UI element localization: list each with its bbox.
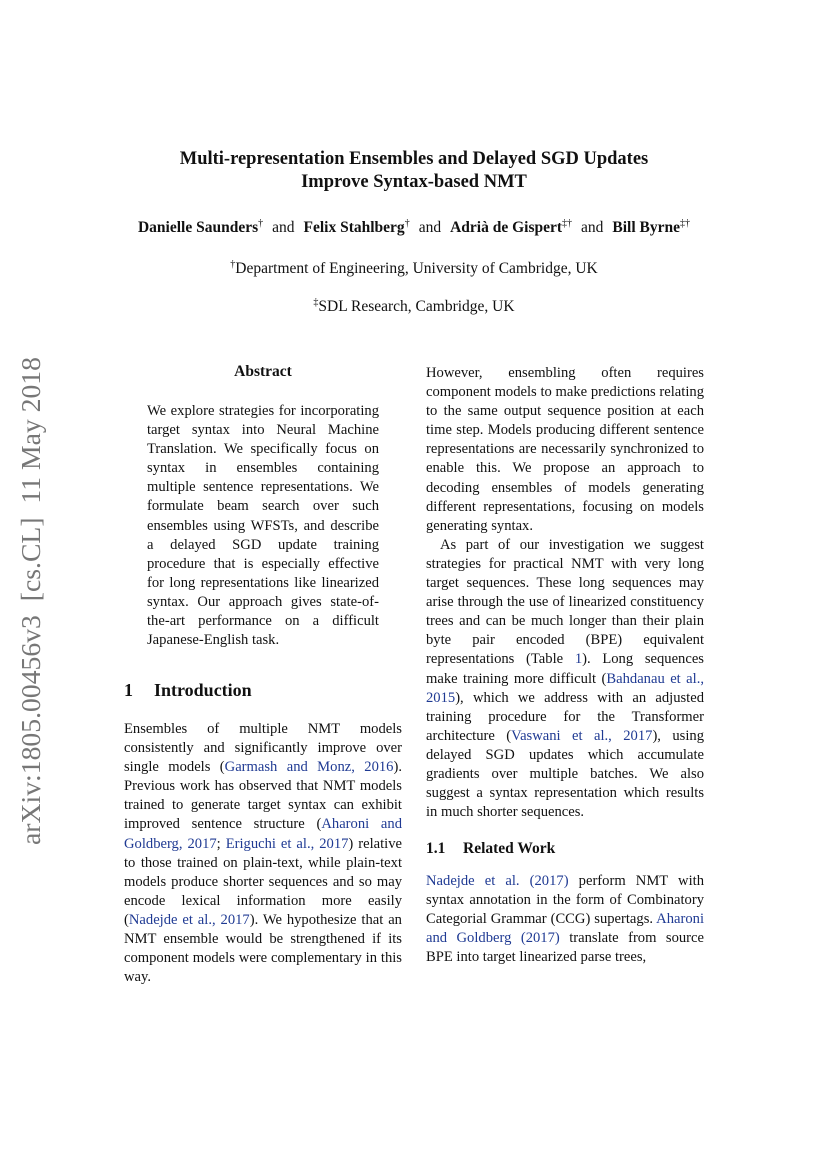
author-mark: † — [258, 218, 264, 229]
citation-link[interactable]: Nadejde et al., 2017 — [128, 911, 250, 928]
text-run: ), using delayed SGD updates which accumulate gradients over multiple batches. We also suggest a syntax representation which results in much shorter sequences. — [426, 727, 704, 821]
affiliation — [0, 259, 828, 278]
text-run: ). We hypothesize that an NMT ensemble would be strengthened if its component models were complementary in this way. — [124, 911, 402, 986]
intro-body — [124, 720, 402, 987]
right-column-body — [426, 364, 704, 822]
text-run: As part of our investigation we suggest strategies for practical NMT with very long target sequences. These long sequences may arise through the use of linearized constituency trees and can be much longer than their plain byte pair encoded (BPE) equivalent representations (Table — [426, 536, 704, 668]
author-list — [0, 218, 828, 237]
author-mark: ‡† — [562, 218, 573, 229]
abstract-body — [147, 402, 379, 650]
body-paragraph — [426, 872, 704, 967]
citation-link[interactable]: Aharoni and Goldberg, 2017 — [124, 816, 403, 852]
author-separator: and — [418, 219, 442, 237]
author-separator: and — [272, 219, 295, 237]
section-number: 1 — [124, 680, 133, 700]
body-paragraph — [426, 536, 704, 822]
subsection-heading — [426, 840, 555, 858]
title-line-2: Improve Syntax-based NMT — [301, 172, 527, 192]
citation-link[interactable]: Nadejde et al. (2017) — [426, 873, 569, 889]
subsection-title: Related Work — [463, 840, 556, 857]
arxiv-stamp — [6, 355, 50, 845]
text-run: ) relative to those trained on plain-text, while plain-text models produce shorter sequences and so may encode lexical information more easily ( — [124, 835, 403, 928]
text-run: perform NMT with syntax annotation in the form of Combinatory Categorial Grammar (CCG) supertags. — [426, 873, 704, 928]
text-run: ), which we address with an adjusted training procedure for the Transformer architecture ( — [426, 689, 704, 744]
citation-link[interactable]: Aharoni and Goldberg (2017) — [426, 911, 704, 947]
abstract-heading: Abstract — [234, 363, 292, 380]
author-mark: ‡† — [680, 218, 691, 229]
subsection-number: 1.1 — [426, 840, 446, 857]
author-name: Adrià de Gispert — [450, 219, 563, 237]
body-paragraph: However, ensembling often requires component models to make predictions relating to the same output sequence position at each time step. Models producing different sentence representations are necessarily synchronized to enable this. We propose an approach to decoding ensembles of models generating different representations, focusing on models generating syntax. — [426, 365, 704, 534]
title-line-1: Multi-representation Ensembles and Delayed SGD Updates — [179, 149, 649, 169]
related-work-body — [426, 872, 704, 967]
author-name: Bill Byrne — [612, 219, 681, 237]
abstract-paragraph: We explore strategies for incorporating target syntax into Neural Machine Translation. We specifically focus on syntax in ensembles containing multiple sentence representations. We formulate beam search over such ensembles using WFSTs, and describe a delayed SGD update training procedure that is especially effective for long representations like linearized syntax. Our approach gives state-of-the-art performance on a difficult Japanese-English task. — [147, 403, 379, 649]
text-run: ). Long sequences make training more difficult ( — [426, 651, 704, 687]
affiliation — [0, 297, 828, 316]
citation-link[interactable]: Vaswani et al., 2017 — [511, 727, 653, 744]
section-heading — [124, 680, 252, 701]
text-run: Ensembles of multiple NMT models consistently and significantly improve over single models ( — [124, 721, 402, 776]
text-run: translate from source BPE into target linearized parse trees, — [426, 930, 704, 966]
text-run: ; — [216, 835, 226, 852]
citation-link[interactable]: Garmash and Monz, 2016 — [224, 759, 394, 776]
citation-link[interactable]: Bahdanau et al., 2015 — [426, 670, 705, 706]
affiliation-mark: † — [230, 259, 236, 270]
intro-paragraph — [124, 720, 402, 987]
arxiv-stamp-text: arXiv:1805.00456v3 [cs.CL] 11 May 2018 — [16, 369, 46, 845]
section-title: Introduction — [154, 680, 252, 700]
paper-title — [0, 148, 828, 194]
citation-link[interactable]: Eriguchi et al., 2017 — [225, 835, 349, 852]
affiliation-text: SDL Research, Cambridge, UK — [318, 298, 515, 316]
table-ref-link[interactable]: 1 — [574, 651, 583, 668]
author-name: Felix Stahlberg — [303, 219, 405, 237]
affiliation-text: Department of Engineering, University of Cambridge, UK — [235, 260, 598, 278]
author-separator: and — [581, 219, 604, 237]
affiliation-mark: ‡ — [313, 297, 319, 308]
author-name: Danielle Saunders — [137, 219, 259, 237]
text-run: ). Previous work has observed that NMT models trained to generate target syntax can exhibit improved sentence structure ( — [124, 759, 402, 833]
author-mark: † — [404, 218, 410, 229]
